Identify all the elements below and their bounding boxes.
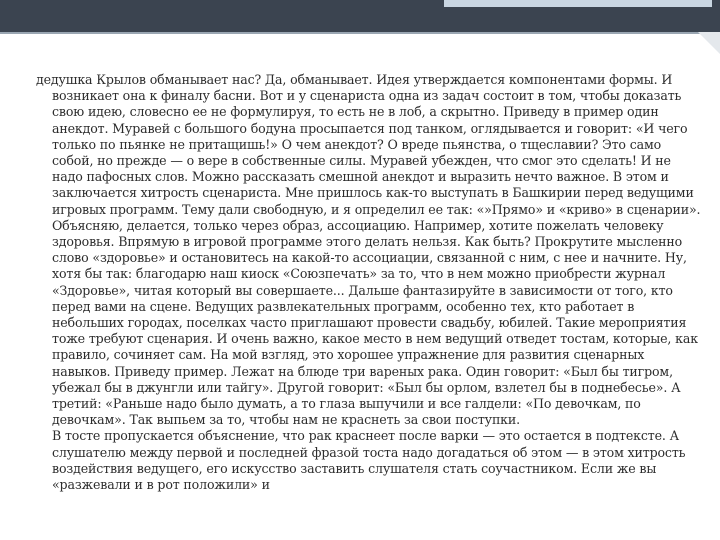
paragraph-2: В тосте пропускается объяснение, что рак краснеет после варки — это остается в подтексте. А слушателю между первой и последней фразой тоста надо догадаться об этом — в этом хитрость воздействия ведущего, его искусство заставить слушателя стать соучастником. Если же вы «разжевали и в рот положили» и — [52, 428, 686, 493]
paragraph-1: дедушка Крылов обманывает нас? Да, обманывает. Идея утверждается компонентами формы. И возникает она к финалу басни. Вот и у сценариста одна из задач состоит в том, чтобы доказать свою идею, словесно ее не формулируя, то есть не в лоб, а скрытно. Приведу в пример один анекдот. Муравей с большого бодуна просыпается под танком, оглядывается и говорит: «И чего только по пьянке не притащишь!» О чем анекдот? О вреде пьянства, о тщеславии? Это само собой, но прежде — о вере в собственные силы. Муравей убежден, что смог это сделать! И не надо пафосных слов. Можно рассказать смешной анекдот и выразить нечто важное. В этом и заключается хитрость сценариста. Мне пришлось как-то выступать в Башкирии перед ведущими игровых программ. Тему дали свободную, и я определил ее так: «»Прямо» и «криво» в сценарии». Объясняю, делается, только через образ, ассоциацию. Например, хотите пожелать человеку здоровья. Впрямую в игровой программе этого делать нельзя. Как быть? Прокрутите мысленно слово «здоровье» и остановитесь на какой-то ассоциации, связанной с ним, с нее и начните. Ну, хотя бы так: благодарю наш киоск «Союзпечать» за то, что в нем можно приобрести журнал «Здоровье», читая который вы совершаете... Дальше фантазируйте в зависимости от того, кто перед вами на сцене. Ведущих развлекательных программ, особенно тех, кто работает в небольших городах, поселках часто приглашают провести свадьбу, юбилей. Такие мероприятия тоже требуют сценария. И очень важно, какое место в нем ведущий отведет тостам, которые, как правило, сочиняет сам. На мой взгляд, это хорошее упражнение для развития сценарных навыков. Приведу пример. Лежат на блюде три вареных рака. Один говорит: «Был бы тигром, убежал бы в джунгли или тайгу». Другой говорит: «Был бы орлом, взлетел бы в поднебесье». А третий: «Раньше надо было думать, а то глаза выпучили и все галдели: «По девочкам, по девочкам». Так выпьем за то, чтобы нам не краснеть за свои поступки. — [36, 72, 701, 428]
header-accent-strip — [444, 0, 712, 7]
corner-decoration — [698, 32, 720, 54]
slide-header-bar — [0, 0, 720, 32]
header-divider — [0, 32, 720, 34]
slide-body-text — [36, 72, 704, 493]
